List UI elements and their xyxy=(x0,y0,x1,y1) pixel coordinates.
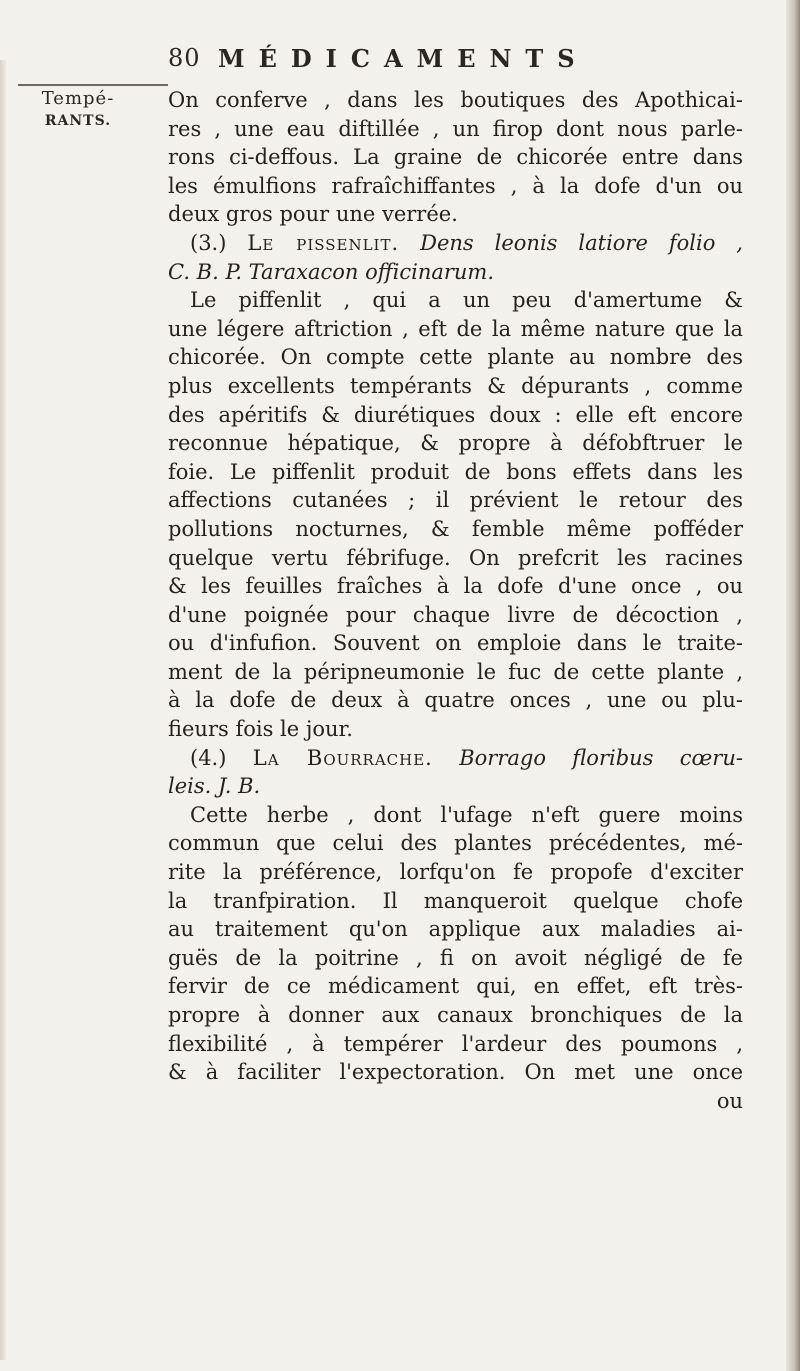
text-line: rite la préférence, lorfqu'on fe propofe d'exciter xyxy=(168,860,743,885)
margin-note-line-2: RANTS. xyxy=(44,113,112,129)
text-line: fieurs fois le jour. xyxy=(168,717,353,742)
text-line: ment de la péripneumonie le fuc de cette plante , xyxy=(168,659,743,684)
margin-rule xyxy=(18,84,168,86)
plant-name: La Bourrache. xyxy=(252,745,433,770)
text-line: & à faciliter l'expectoration. On met une once xyxy=(168,1060,743,1085)
text-line: la tranfpiration. Il manqueroit quelque chofe xyxy=(168,888,743,913)
text-line: les émulfions rafraîchiffantes , à la dofe d'un ou xyxy=(168,173,743,198)
page-number: 80 xyxy=(168,44,201,72)
body-text xyxy=(168,86,743,1115)
latin-name: Borrago floribus cœru- xyxy=(459,745,743,770)
text-line: & les feuilles fraîches à la dofe d'une once , ou xyxy=(168,574,743,599)
section-heading xyxy=(168,229,743,258)
margin-note xyxy=(18,88,138,132)
running-title: MÉDICAMENTS xyxy=(218,44,589,73)
paragraph-chicory-end xyxy=(168,86,743,229)
text-line: plus excellents tempérants & dépurants , comme xyxy=(168,373,743,398)
section-heading xyxy=(168,744,743,773)
text-line: ou d'infufion. Souvent on emploie dans le traite- xyxy=(168,631,743,656)
text-line: Cette herbe , dont l'ufage n'eft guere moins xyxy=(190,802,743,827)
text-line: des apéritifs & diurétiques doux : elle eft encore xyxy=(168,402,743,427)
latin-name-continued xyxy=(168,772,743,801)
text-line: affections cutanées ; il prévient le retour des xyxy=(168,488,743,513)
latin-name-line-2: leis. J. B. xyxy=(168,774,261,799)
section-dandelion xyxy=(168,229,743,744)
margin-note-line-1: Tempé- xyxy=(41,88,115,109)
section-borage xyxy=(168,744,743,1116)
text-line: quelque vertu fébrifuge. On prefcrit les racines xyxy=(168,545,743,570)
catchword: ou xyxy=(716,1088,743,1113)
page-edge-shadow xyxy=(786,0,800,1371)
page-header xyxy=(168,44,638,74)
text-line: res , une eau diftillée , un firop dont nous parle- xyxy=(168,116,743,141)
text-line: deux gros pour une verrée. xyxy=(168,202,458,227)
text-line: chicorée. On compte cette plante au nombre des xyxy=(168,345,743,370)
text-line: fervir de ce médicament qui, en effet, eft très- xyxy=(168,974,743,999)
text-line: reconnue hépatique, & propre à défobftruer le xyxy=(168,431,743,456)
text-line: Le piffenlit , qui a un peu d'amertume & xyxy=(190,288,743,313)
latin-name-continued xyxy=(168,258,743,287)
section-number: (4.) xyxy=(190,745,227,770)
text-line: à la dofe de deux à quatre onces , une ou plu- xyxy=(168,688,743,713)
section-number: (3.) xyxy=(190,230,227,255)
text-line: rons ci-deffous. La graine de chicorée entre dans xyxy=(168,145,743,170)
text-line: commun que celui des plantes précédentes, mé- xyxy=(168,831,743,856)
text-line: une légere aftriction , eft de la même nature que la xyxy=(168,316,743,341)
text-line: d'une poignée pour chaque livre de décoction , xyxy=(168,602,743,627)
text-line: propre à donner aux canaux bronchiques de la xyxy=(168,1003,743,1027)
latin-name-line-2: C. B. P. Taraxacon officinarum. xyxy=(168,259,495,284)
text-line: au traitement qu'on applique aux maladies ai- xyxy=(168,917,743,942)
text-line: guës de la poitrine , fi on avoit négligé de fe xyxy=(168,945,743,970)
text-line: pollutions nocturnes, & femble même pofféder xyxy=(168,516,743,541)
text-line: On conferve , dans les boutiques des Apothicai- xyxy=(168,88,743,112)
page-gutter-shadow xyxy=(0,60,6,1360)
text-line: foie. Le piffenlit produit de bons effets dans les xyxy=(168,459,743,484)
latin-name: Dens leonis latiore folio , xyxy=(420,230,743,255)
plant-name: Le pissenlit. xyxy=(247,230,400,255)
text-line: flexibilité , à tempérer l'ardeur des poumons , xyxy=(168,1031,743,1056)
